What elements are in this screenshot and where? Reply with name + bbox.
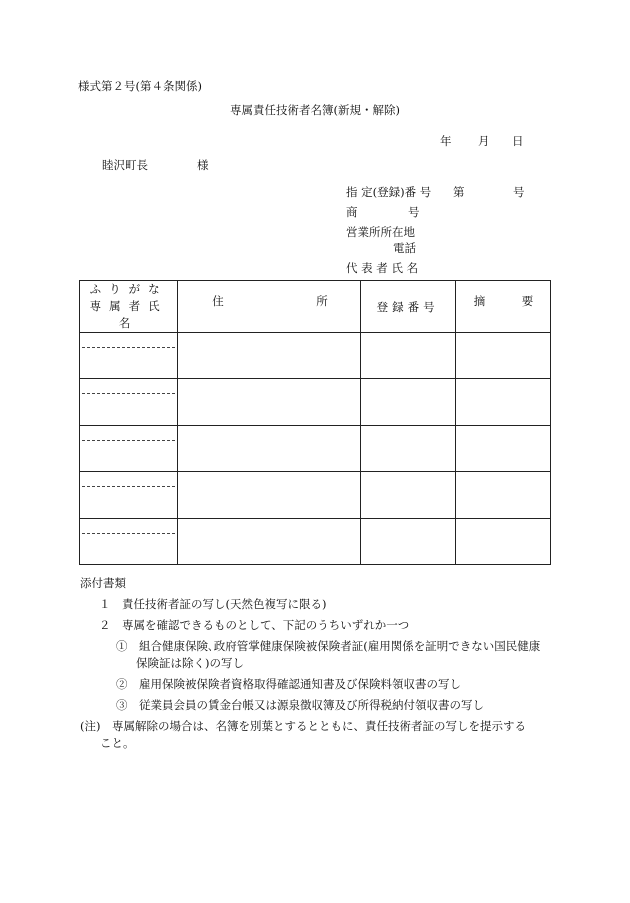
- note-line-2: こと。: [100, 736, 135, 750]
- date-day-label: 日: [512, 134, 524, 148]
- summary-cell[interactable]: [455, 333, 550, 379]
- summary-cell[interactable]: [455, 518, 550, 564]
- date-year-label: 年: [440, 134, 452, 148]
- office-address-label: 営業所所在地: [346, 225, 415, 239]
- header-furigana: ふりがな: [89, 282, 168, 296]
- address-cell[interactable]: [178, 425, 360, 471]
- address-cell[interactable]: [178, 379, 360, 425]
- representative-label: 代 表 者 氏 名: [346, 261, 419, 275]
- form-number: 様式第２号(第４条関係): [78, 79, 202, 93]
- header-name: [80, 281, 178, 333]
- header-summary-2: 要: [521, 294, 534, 308]
- table-row: [80, 379, 551, 425]
- name-cell[interactable]: [80, 379, 178, 425]
- registration-suffix: 号: [513, 185, 525, 199]
- summary-cell[interactable]: [455, 379, 550, 425]
- attachment-item-2: ２ 専属を確認できるものとして、下記のうちいずれか一つ: [99, 618, 410, 632]
- address-cell[interactable]: [178, 333, 360, 379]
- furigana-divider: [82, 440, 175, 441]
- attachment-item-1: １ 責任技術者証の写し(天然色複写に限る): [99, 597, 327, 611]
- address-cell[interactable]: [178, 472, 360, 518]
- date-month-label: 月: [478, 134, 490, 148]
- header-address-2: 所: [316, 294, 328, 308]
- reg-number-cell[interactable]: [360, 333, 455, 379]
- header-summary: [455, 281, 550, 333]
- trade-name-label-1: 商: [346, 205, 358, 219]
- table-row: [80, 472, 551, 518]
- phone-label: 電話: [393, 241, 416, 255]
- header-staff-name: 専属者氏名: [89, 299, 168, 330]
- attachment-subitem-3: ③ 従業員会員の賃金台帳又は源泉徴収簿及び所得税納付領収書の写し: [116, 698, 484, 712]
- furigana-divider: [82, 533, 175, 534]
- header-summary-1: 摘: [473, 294, 486, 308]
- summary-cell[interactable]: [455, 425, 550, 471]
- address-cell[interactable]: [178, 518, 360, 564]
- header-address: [178, 281, 360, 333]
- table-row: [80, 333, 551, 379]
- registration-prefix: 第: [453, 185, 465, 199]
- reg-number-cell[interactable]: [360, 518, 455, 564]
- summary-cell[interactable]: [455, 472, 550, 518]
- reg-number-cell[interactable]: [360, 472, 455, 518]
- honorific: 様: [197, 158, 209, 172]
- table-row: [80, 518, 551, 564]
- name-cell[interactable]: [80, 472, 178, 518]
- name-cell[interactable]: [80, 518, 178, 564]
- header-address-1: 住: [212, 294, 224, 308]
- header-reg-number-text: 登録番号: [376, 299, 439, 314]
- furigana-divider: [82, 393, 175, 394]
- header-registration-number: [360, 281, 455, 333]
- table-row: [80, 425, 551, 471]
- furigana-divider: [82, 486, 175, 487]
- attachments-title: 添付書類: [80, 576, 126, 590]
- attachment-subitem-1-cont: 保険証は除く)の写し: [136, 656, 244, 670]
- reg-number-cell[interactable]: [360, 379, 455, 425]
- attachment-subitem-1: ① 組合健康保険､政府管掌健康保険被保険者証(雇用関係を証明できない国民健康: [116, 639, 541, 653]
- registration-number-label: 指 定(登録)番 号: [346, 185, 432, 199]
- table-header-row: [80, 281, 551, 333]
- reg-number-cell[interactable]: [360, 425, 455, 471]
- staff-table: [79, 280, 551, 565]
- note-line-1: (注) 専属解除の場合は、名簿を別葉とするとともに、責任技術者証の写しを提示する: [80, 719, 526, 733]
- name-cell[interactable]: [80, 425, 178, 471]
- document-title: 専属責任技術者名簿(新規・解除): [230, 103, 400, 117]
- name-cell[interactable]: [80, 333, 178, 379]
- trade-name-label-2: 号: [408, 205, 420, 219]
- addressee: 睦沢町長: [102, 158, 148, 172]
- attachment-subitem-2: ② 雇用保険被保険者資格取得確認通知書及び保険料領収書の写し: [116, 677, 461, 691]
- furigana-divider: [82, 347, 175, 348]
